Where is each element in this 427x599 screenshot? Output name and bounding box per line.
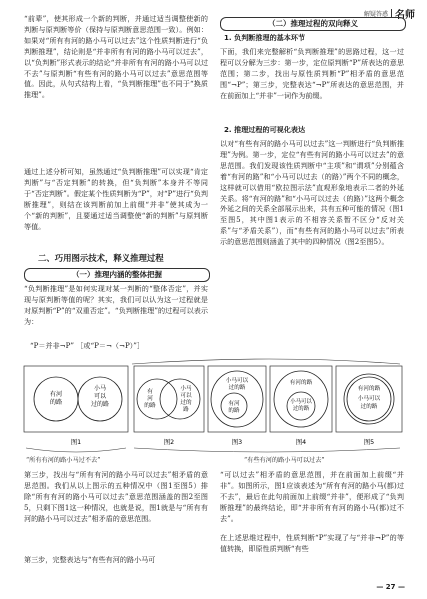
left-paragraph-4: 第三步，找出与“所有有河的路小马可以过去”相矛盾的意思范围。我们从以上图示的五种情况中（图1至图5）排除“所有有河的路小马可以过去”意思范围涵盖的图2至图5，只剩下图1这一种情况，也就是说，图1就是与“所有有河的路小马可以过去”相矛盾的意思范围。 bbox=[24, 470, 208, 523]
figure-4-label-a: 有河的路 bbox=[289, 380, 313, 386]
right-paragraph-1: 下面，我们来完整解析“负判断推理”的思路过程，这一过程可以分解为三步：第一步，定位原判断“P”所表达的意思范围；第二步，找出与原性质判断“P”相矛盾的意思范围“¬P”；第三步，完整表达“¬P”所表达的意思范围，并在前面加上“并非”一词作为前缀。 bbox=[220, 47, 404, 100]
euler-diagrams-figure bbox=[22, 356, 408, 456]
figure-2-frame bbox=[134, 366, 204, 432]
figure-5-label-b2: 过的路 bbox=[360, 404, 378, 410]
subsection-heading-1: （一）推理内涵的整体把握 bbox=[24, 268, 210, 282]
figure-5-label-b1: 小马可以 bbox=[357, 396, 381, 402]
page-number: — 27 — bbox=[376, 583, 405, 591]
figure-2-caption: 图2 bbox=[163, 439, 175, 446]
figure-1-label-b2: 可以 bbox=[93, 393, 107, 400]
figure-2-circle-horse bbox=[160, 379, 200, 419]
bracket-right bbox=[134, 448, 400, 452]
subheading-basic-steps: 1. 负判断推理的基本环节 bbox=[224, 33, 306, 42]
subheading-visualization: 2. 推理过程的可视化表达 bbox=[224, 125, 306, 134]
right-paragraph-4: 在上述思维过程中，性质判断“P”实现了与“并非¬P”的等值转换，即原性质判断“有些 bbox=[220, 533, 404, 553]
figure-2-label-a3: 的路 bbox=[144, 403, 156, 409]
figure-2-label-b3: 过的 bbox=[180, 400, 192, 406]
figure-1-frame bbox=[24, 366, 128, 432]
figure-2-label-b2: 可以 bbox=[180, 393, 192, 399]
figure-1-label-b3: 过的路 bbox=[90, 401, 110, 408]
header-section: 解疑答惑 bbox=[363, 11, 388, 18]
left-paragraph-3: “负判断推理”是如何实现对某一判断的“整体否定”，并实现与原判断等值的呢？其实，我们可以认为这一过程就是对原判断“P”的“双重否定”。“负判断推理”的过程可以表示为： bbox=[24, 284, 208, 326]
figure-3-label-a2: 的路 bbox=[228, 408, 240, 414]
figure-4-label-b1: 小马可以 bbox=[290, 399, 312, 405]
left-paragraph-2: 通过上述分析可知，虽然通过“负判断推理”可以实现“肯定判断”与“否定判断”的转换，但“负判断”本身并不等同于“否定判断”。假定某个性质判断为“P”，对“P”进行“负判断推理”，则结在该判断前加上前缀“并非”使其成为一个“新的判断”，且要通过适当调整使“新的判断”与原判断等值。 bbox=[24, 167, 208, 231]
figure-1-caption: 图1 bbox=[70, 439, 82, 446]
figure-2-label-b1: 小马 bbox=[180, 386, 192, 392]
figure-caption-right: “有些有河的路小马可以过去” bbox=[244, 457, 325, 464]
figure-caption-left: “所有有河的路小马过不去” bbox=[26, 457, 101, 464]
group-bracket-top bbox=[132, 359, 400, 364]
left-paragraph-5: 第三步，完整表达与“有些有河的路小马可 bbox=[24, 555, 156, 564]
formula: “P＝并非¬P” ［或“P＝¬（¬P）”］ bbox=[30, 341, 144, 350]
figure-4-caption: 图4 bbox=[295, 439, 307, 446]
figure-5-label-a: 有河的路 bbox=[357, 386, 381, 392]
figure-1-label-b1: 小马 bbox=[93, 385, 107, 392]
figure-3-label-b1: 小马可以 bbox=[225, 378, 249, 384]
figure-2-label-b4: 路 bbox=[183, 407, 189, 413]
left-paragraph-1: “前辈”，使其形成一个新的判断，并通过适当调整使新的判断与原判断等价（保持与原判断意思范围一致）。例如：如果对“所有有河的路小马可以过去”这个性质判断进行“负判断推理”，结论则是“并非所有有河的路小马可以过去”，以“负判断”形式表示的结论“并非所有有河的路小马可以过不去”与原判断“有些有河的路小马可以过去”意思范围等值。因此，从句式结构上看，“负判断推理”也不同于“换质推理”。 bbox=[24, 14, 208, 100]
figure-2-label-a1: 有 bbox=[147, 389, 153, 395]
figure-2-label-a2: 河 bbox=[147, 396, 153, 402]
figure-3-caption: 图3 bbox=[231, 439, 243, 446]
figure-1-label-a2: 的路 bbox=[49, 399, 63, 406]
figure-5-caption: 图5 bbox=[363, 439, 375, 446]
right-paragraph-3: “可以过去”相矛盾的意思范围，并在前面加上前缀“并非”。如图所示，图1应该表述为“所有有河的路小马(都)过不去”，最后在此句前面加上前缀“并非”，便形成了“负判断推理”的最终结论，即“并非所有有河的路小马(都)过不去”。 bbox=[220, 470, 404, 523]
subsection-heading-2: （二）推理过程的双向释义 bbox=[220, 17, 406, 31]
figure-1-label-a: 有河 bbox=[49, 391, 63, 398]
figure-4-label-b2: 过的路 bbox=[292, 406, 310, 412]
section-heading-2: 二、巧用图示技术，释义推理过程 bbox=[38, 253, 164, 263]
figure-3-label-b2: 过的路 bbox=[228, 385, 246, 391]
bracket-left bbox=[26, 448, 126, 452]
figure-3-label-a1: 有河 bbox=[228, 401, 240, 407]
header-column: 名师 bbox=[395, 10, 415, 21]
figure-3-frame bbox=[208, 366, 266, 432]
figure-2-circle-river bbox=[137, 379, 177, 419]
right-paragraph-2: 以对“有些有河的路小马可以过去”这一判断进行“负判断推理”为例。第一步，定位“有些有河的路小马可以过去”的意思范围。我们发现该性质判断中“主项”和“谓项”分别蕴含着“有河的路”和“小马可以过去（的路）”两个不同的概念，这样就可以借用“欧拉图示法”直观形象地表示二者的外延关系。将“有河的路”和“小马可以过去（的路）”这两个概念外延之间的关系全部展示出来，共有五种可能的情况（图1至图5，其中图1表示的不相容关系暂不区分“反对关系”与“矛盾关系”），而“有些有河的路小马可以过去”所表示的意思范围则涵盖了其中的四种情况（图2至图5）。 bbox=[220, 139, 404, 247]
